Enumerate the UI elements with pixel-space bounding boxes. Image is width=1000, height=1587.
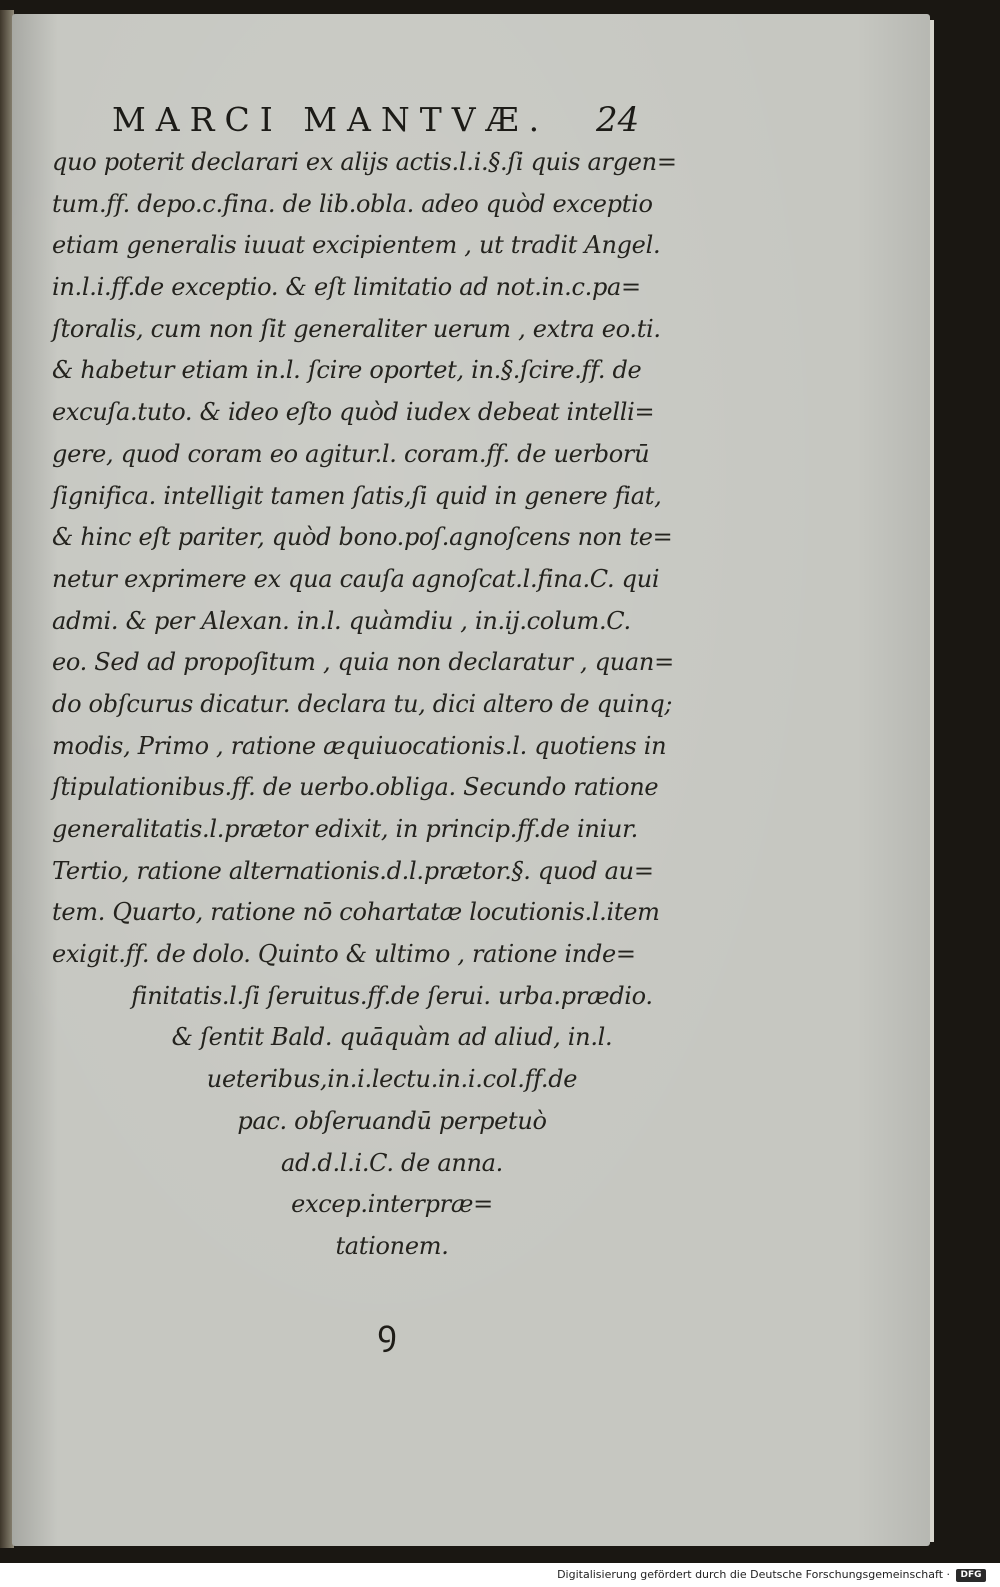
- text-line: generalitatis.l.prætor edixit, in princip.ff.de iniur.: [52, 815, 638, 843]
- text-line: tum.ff. depo.c.fina. de lib.obla. adeo quòd exceptio: [52, 189, 653, 218]
- text-line: do obſcurus dicatur. declara tu, dici altero de quinq;: [52, 689, 673, 718]
- text-line: ſignifica. intelligit tamen ſatis,ſi quid in genere fiat,: [52, 481, 662, 510]
- text-line-centered: ad.d.l.i.C. de anna.: [280, 1148, 504, 1177]
- text-line-centered: & ſentit Bald. quāquàm ad aliud, in.l.: [171, 1023, 613, 1052]
- text-line-centered: tationem.: [335, 1231, 449, 1260]
- text-line: excuſa.tuto. & ideo eſto quòd iudex debeat intelli=: [52, 398, 655, 427]
- funding-credit: Digitalisierung gefördert durch die Deutsche Forschungsgemeinschaft ·: [557, 1568, 950, 1581]
- footer-bar: [0, 1566, 1000, 1587]
- text-line: ſtipulationibus.ff. de uerbo.obliga. Secundo ratione: [52, 773, 659, 802]
- tailpiece-ornament-icon: ꝯ: [377, 1313, 397, 1353]
- body-text: [52, 142, 732, 1268]
- book-page: [12, 14, 930, 1546]
- text-line: tem. Quarto, ratione nō cohartatæ locutionis.l.item: [52, 898, 660, 927]
- text-line: Tertio, ratione alternationis.d.l.prætor.§. quod au=: [52, 856, 654, 885]
- text-line-centered: excep.interpræ=: [291, 1190, 493, 1219]
- text-line-centered: finitatis.l.ſi ſeruitus.ff.de ſerui. urba.prædio.: [131, 981, 653, 1010]
- text-line: gere, quod coram eo agitur.l. coram.ff. de uerborū: [52, 439, 650, 468]
- folio-number: 24: [596, 100, 640, 140]
- text-line: eo. Sed ad propoſitum , quia non declaratur , quan=: [52, 648, 674, 677]
- text-line: etiam generalis iuuat excipientem , ut tradit Angel.: [52, 231, 661, 260]
- text-line: ſtoralis, cum non ſit generaliter uerum , extra eo.ti.: [52, 314, 661, 343]
- text-line: admi. & per Alexan. in.l. quàmdiu , in.ij.colum.C.: [52, 606, 631, 635]
- text-line: netur exprimere ex qua cauſa agnoſcat.l.fina.C. qui: [52, 564, 660, 593]
- text-line: & hinc eſt pariter, quòd bono.poſ.agnoſcens non te=: [52, 523, 673, 552]
- running-head: MARCI MANTVÆ.: [112, 100, 550, 139]
- text-line: quo poterit declarari ex alijs actis.l.i.§.ſi quis argen=: [52, 148, 677, 176]
- text-line: exigit.ff. de dolo. Quinto & ultimo , ratione inde=: [52, 940, 636, 969]
- text-line-centered: pac. obſeruandū perpetuò: [237, 1106, 547, 1135]
- text-line: modis, Primo , ratione æquiuocationis.l. quotiens in: [52, 731, 667, 760]
- text-line-centered: ueteribus,in.i.lectu.in.i.col.ff.de: [206, 1065, 578, 1094]
- dfg-logo-icon: DFG: [956, 1569, 986, 1582]
- text-line: in.l.i.ff.de exceptio. & eſt limitatio ad not.in.c.pa=: [52, 273, 641, 302]
- text-line: & habetur etiam in.l. ſcire oportet, in.§.ſcire.ff. de: [52, 356, 642, 385]
